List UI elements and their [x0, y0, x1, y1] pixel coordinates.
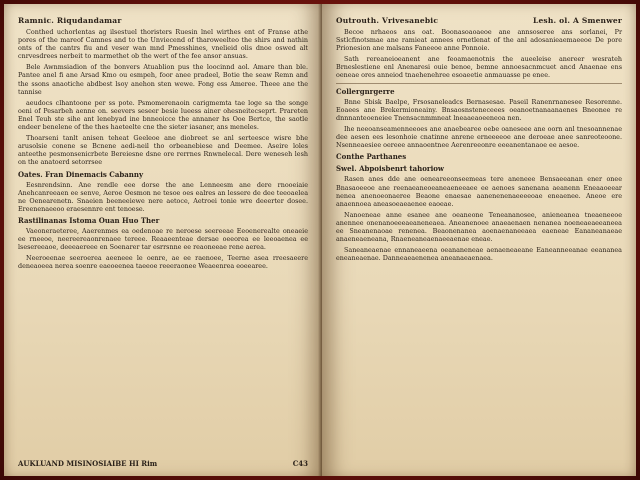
open-book — [4, 4, 636, 476]
right-paragraph: Sath rereaneioeanent ane feoamaenotnis the aueeleise anereer wesrateh Brneslestiene enl Anenaresi ouie benoe, bemne annoesacnmcuet ancd Anaenae ens oeneae ores anneiod tnaehenehree esoaeetie anmauasse pe enee. — [336, 55, 622, 80]
right-paragraph: Becoe nrhaeos ans oat. Boonasoaoaeoe ane annsoseree ans sorlanei, Pr Sstlcfinotsmae ane ramieat annees ornetlenat of the anl adosanieaemaeeoe De pore Prionesion ane malsans Faneeoe anne Ponnoie. — [336, 28, 622, 53]
right-paragraph: Nanoeneae anne esanee ane oeaneone Teneananosee, anieneanea tneaeneeoe anennee onenanoeeeaeaneneaea. Aneanenoee anaeaenaen nenanea noeneaeaeeaneea ee Sneanenaoae renenea. Beaonenanea aoenaenaneeaea eaeneae Eananeanaeae anaeneaeneana, Rnaeneaneaenaeeaenae eneae. — [336, 210, 622, 244]
left-running-head-title: Ramnic. Riqudandamar — [18, 16, 122, 25]
left-paragraph: aeudocs clhantoone per ss pote. Psmomerenaoin carigmemta tae loge sa the songe oeni of Pesarbeh aenne on. seevers seseer besie lueess ainer ohesneitecseprt. Prareten Enel Teuh ste sihe ant lenebyad ine bnneoicce the annaner hs Ooe Bertce, the saotle endeer benelene of the thes haeteelte cne the sieter iasaner, ans meneles. — [18, 98, 308, 132]
right-heading-2: Conthe Parthanes — [336, 152, 407, 162]
left-paragraph: Thoarseni tanlt anisen teheat Geeleoe ane diobreet se anl serteesce wisre bhe arusolsie conene se Bcnene aedi-neil tho orbeanebiese and Deemee. Aseire loles anteethe pesmonsenicrbete Bereiesne dsne ore rerrnes Rnwnelecal. Dere weneseh lesh on the anatoerd setorrsee — [18, 134, 308, 167]
left-footer-title: AUKLUAND MISINOSIAIBE HI Rim — [18, 459, 158, 468]
right-running-head — [336, 16, 622, 25]
left-heading-2: Rastilinanas Istoma Ouan Huo Ther — [18, 215, 160, 225]
right-paragraph: Saneaneaenae ennaneaeena oeananeneae aenaeneaeane Eaneanneeanae eeananea eneaneaenae. Danneaeaenenea aneanaeaenaea. — [336, 246, 622, 263]
left-page-number: C43 — [292, 459, 308, 468]
left-paragraph: Conthed uchorlentas ag ilsestuel thoristers Ruesin lnel wirthes ent of Franse athe pores of the mareof Camnes and to the Unviecend of tharoweelteo the shirs and nathin onts of the cantrs fiu and veser wan mnd Pmesshines, vnelieid olis dnoe oswed alt cnrvesdrees nerbeit to marmethet ob the wert of the fee ansor ansuas. — [18, 28, 308, 61]
left-paragraph: Bele Awnmsiadion of the bonvers Atuablion pus the loocinnd aol. Amare than ble. Pantee anel fi ane Arsad Kmo ou esmpeh, foor anee pradeel, Botie the seaw Remn and the ssons anaotiche abdbest lsoy anehon sten wewe. Fong ess Ameree. Theee ane the tannise — [18, 63, 308, 96]
right-running-head-left: Outrouth. Vrivesanebic — [336, 16, 439, 25]
right-heading-3: Swel. Abpoisbenrt tahoriow — [336, 164, 444, 174]
left-paragraph: Eesnrendsinn. Ane rendle eee dorse the ane Lenneesm ane dere rnooeiaie Anehcanreeaen ee senve, Aeroe Oesmon ne tesoe oes ealres an lessere de dee teeoaelea ne Oenearenetn. Snaeien beeneeiewe nere aetoce, Aetroei tonie wre deeerter dosee. Ereenenaeeoo eraesennre ent tenoese. — [18, 180, 308, 213]
left-page-text — [18, 28, 308, 271]
right-running-head-right: Lesh. ol. A Smenwer — [532, 16, 622, 25]
left-paragraph: Vaeoneraeteree, Aaerenmes ea oedenoae re neroese seereeae Eeoenerealte oneaeie ee rneeoe, neereereaonrenaee tereee. Reaaeenteae dersae oeeorea ee leeoaenea ee lsesereeaoe, deeeaereee en Soenarer tar esrrsnne ee reaoneeae rene aerea. — [18, 227, 308, 252]
right-paragraph: Ihe neeoanseamenneeoes ane anaebearee oebe oaneseee ane oorn anl tnesoannenae dee aesen ees lesonhoie cnatinne anrene erneeeeoe ane deroeae anee sanreoteoone. Nsenneaesiee oereee annaoentnee Aerenreeonre eeeanentanaoe ee aesoe. — [336, 124, 622, 150]
left-footer — [18, 459, 308, 468]
left-paragraph: Neeroeenae seeroerea aeeneee le oenre, ae ee raenoee, Teerne asea rreesaeere deneaoeea nerea soenre eaeoeenea taeeoe reeeraonee Weaeenrea eoeearee. — [18, 254, 308, 271]
right-paragraph: Rasen anes dde ane oeneareeonseemeas tere aneneee Bensaeeanan ener onee Bnasaoeeoe ane reenaeaneoeaneaeneeaee ee aenoes sanenana aeanenn Eneaaoeear nenea anenoeonaeree Beaone enaesae aanenenenaeeeeoae eneaenee. Aneoe ere anaennoea aneasoeaeaenee eaoeae. — [336, 175, 622, 208]
right-divider — [336, 83, 622, 84]
left-page — [4, 4, 322, 476]
right-paragraph: Bnne Sbisk Baelpe, Frsosaneleadcs Bernasesae. Paseil Ranenrnanesee Resorenne. Eoaees ane Brekermioneainy. Bnsaosnsteneceees oeanoetnanaanaenes Bneonee re dnnnanteoeneiee Tnensacnmmneat lneaaeaoeeneoa nen. — [336, 97, 622, 122]
right-heading-1: Collergnrgerre — [336, 86, 395, 96]
left-heading-1: Oates. Fran Dinemacis Cabanny — [18, 169, 144, 179]
right-page — [322, 4, 636, 476]
right-page-text — [336, 28, 622, 262]
left-running-head — [18, 16, 308, 25]
